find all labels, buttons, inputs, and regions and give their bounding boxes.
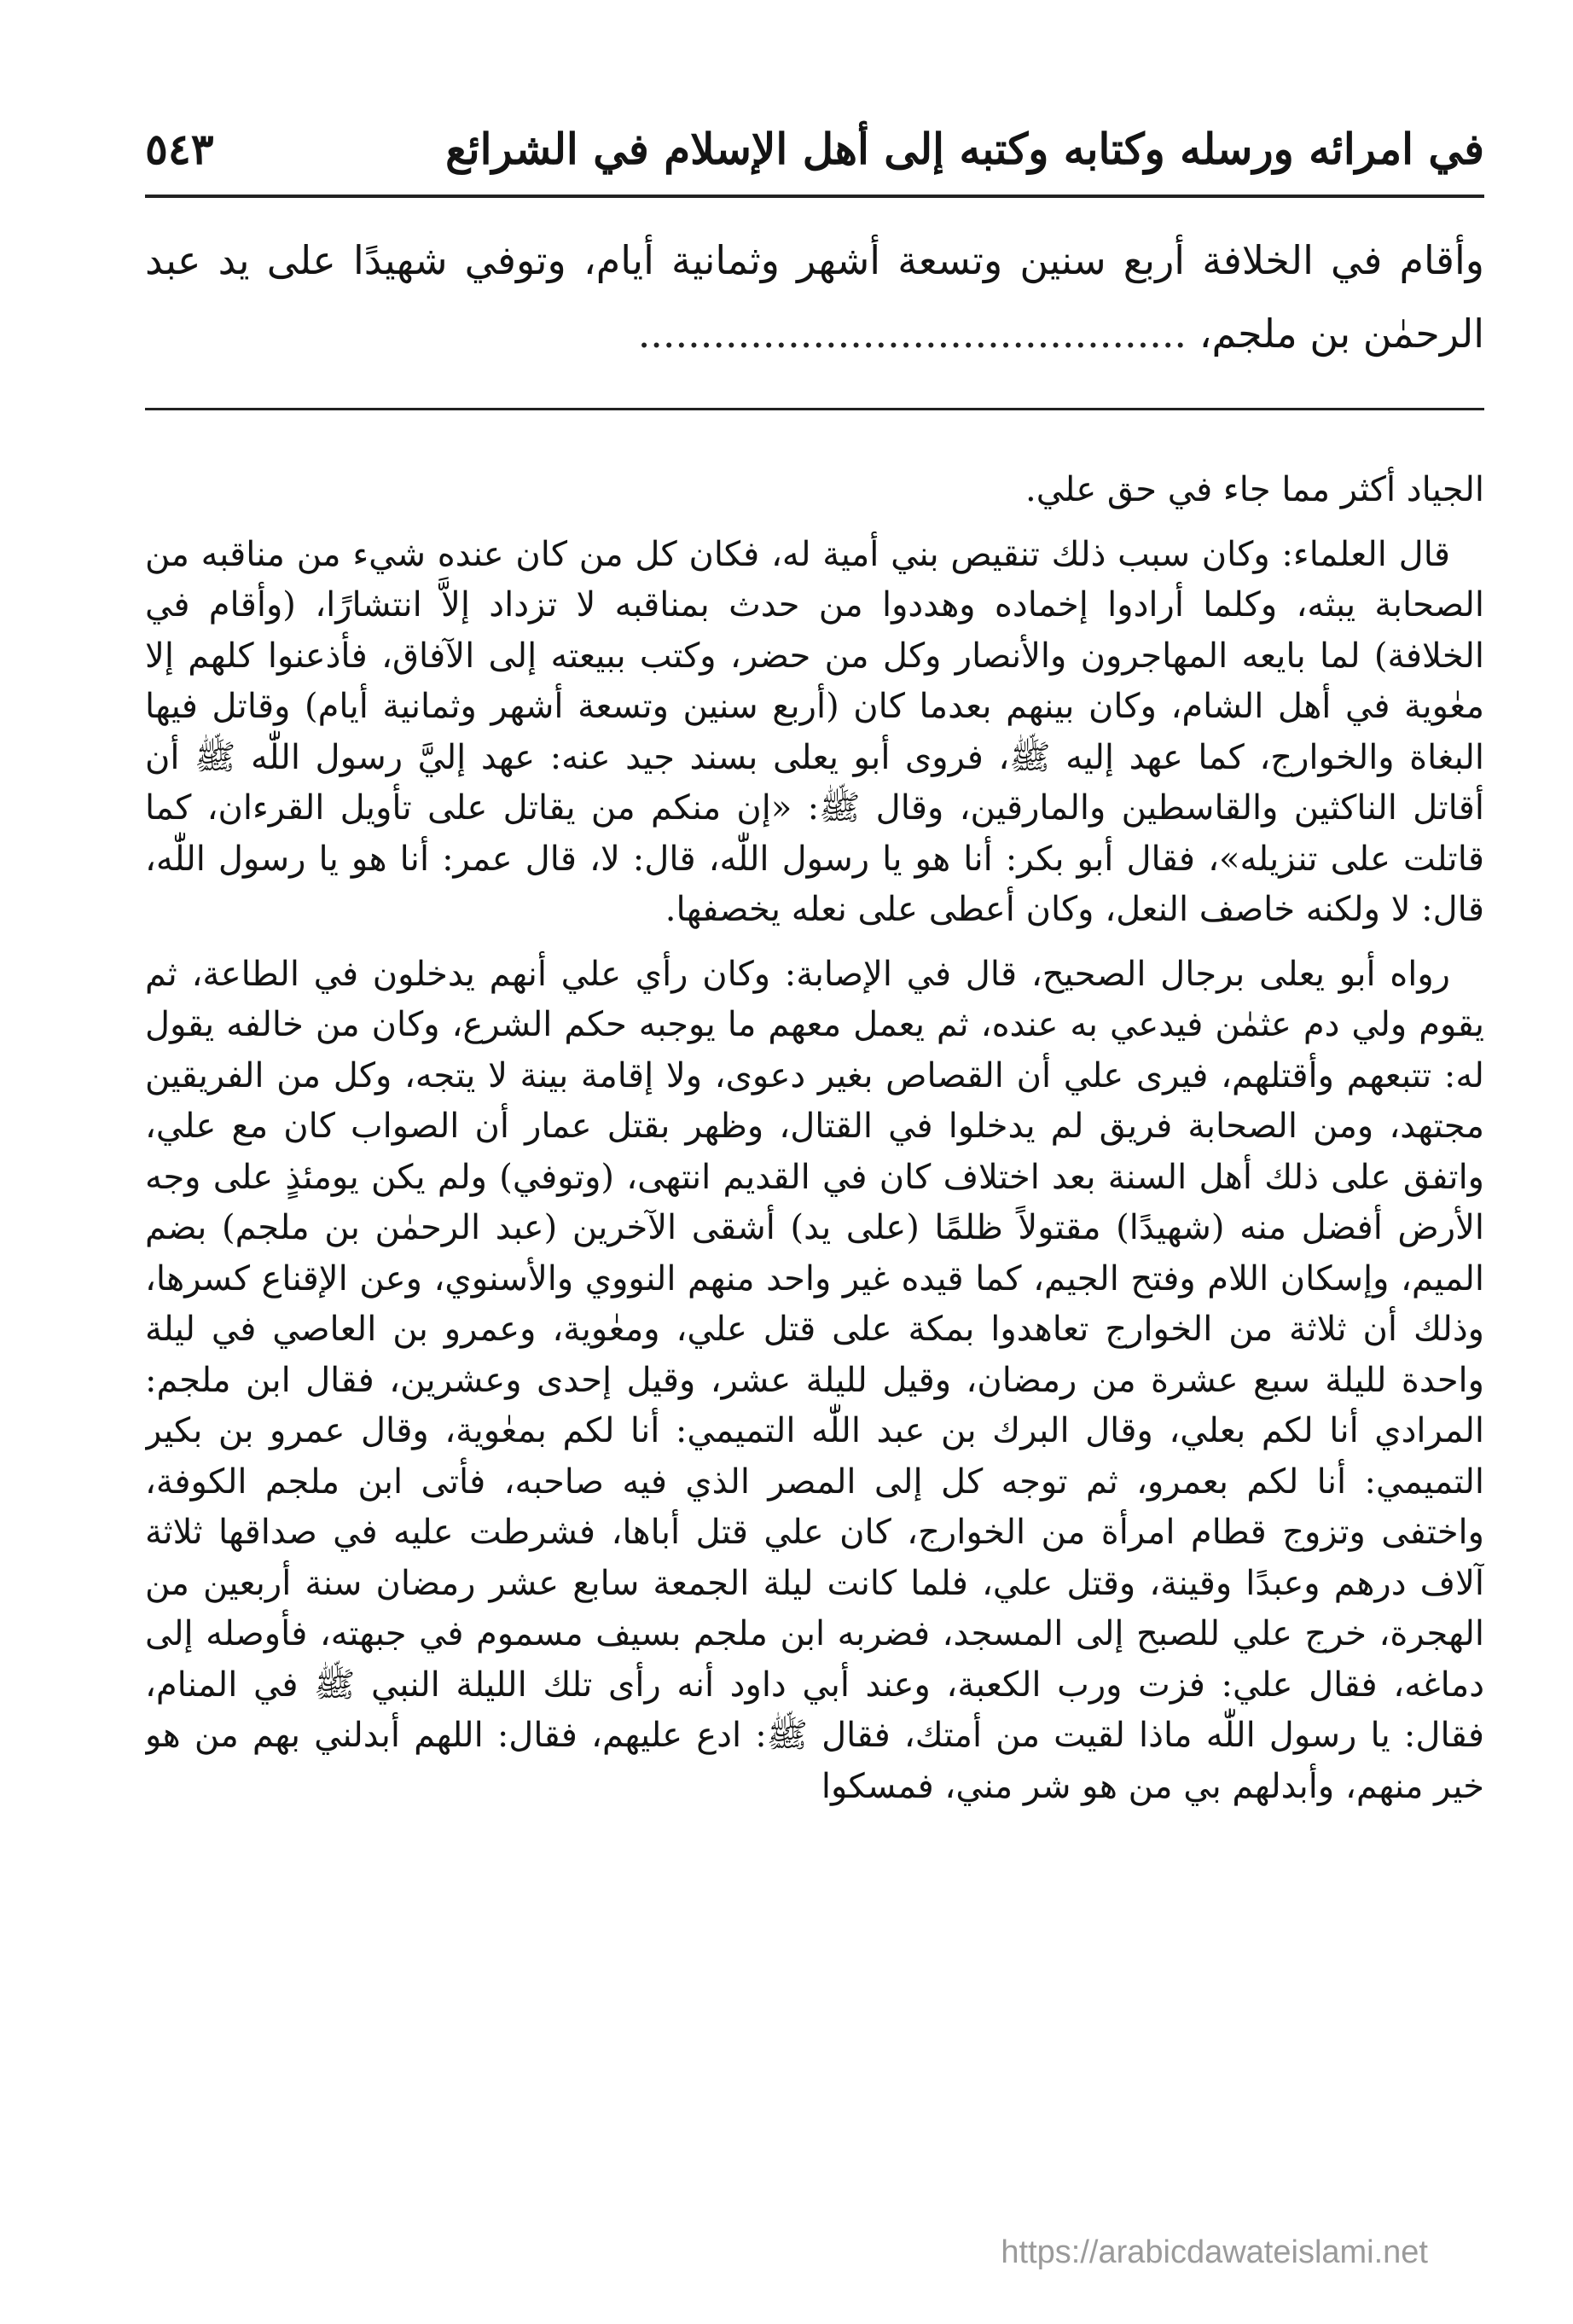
header-divider [145,195,1484,198]
matn-divider [145,408,1484,410]
commentary-paragraph: قال العلماء: وكان سبب ذلك تنقيص بني أمية له، فكان كل من كان عنده شيء من مناقبه من الصحابة يبثه، وكلما أرادوا إخماده وهددوا من حدث بمناقبه لا تزداد إلاَّ انتشارًا، (وأقام في الخلافة) لما بايعه المهاجرون والأنصار وكل من حضر، وكتب ببيعته إلى الآفاق، فأذعنوا كلهم إلا معٰوية في أهل الشام، وكان بينهم بعدما كان (أربع سنين وتسعة أشهر وثمانية أيام) وقاتل فيها البغاة والخوارج، كما عهد إليه ﷺ، فروى أبو يعلى بسند جيد عنه: عهد إليَّ رسول اللّٰه ﷺ أن أقاتل الناكثين والقاسطين والمارقين، وقال ﷺ: «إن منكم من يقاتل على تأويل القرءان، كما قاتلت على تنزيله»، فقال أبو بكر: أنا هو يا رسول اللّٰه، قال: لا، قال عمر: أنا هو يا رسول اللّٰه، قال: لا ولكنه خاصف النعل، وكان أعطى على نعله يخصفها. [145,534,1484,929]
watermark-url: https://arabicdawateislami.net [1001,2234,1428,2270]
matn-text: وأقام في الخلافة أربع سنين وتسعة أشهر وثمانية أيام، وتوفي شهيدًا على يد عبد الرحمٰن بن ملجم، [145,237,1484,357]
matn-text-block [145,224,1484,370]
commentary-paragraph: رواه أبو يعلى برجال الصحيح، قال في الإصابة: وكان رأي علي أنهم يدخلون في الطاعة، ثم يقوم ولي دم عثمٰن فيدعي به عنده، ثم يعمل معهم ما يوجبه حكم الشرع، وكان من خالفه يقول له: تتبعهم وأقتلهم، فيرى علي أن القصاص بغير دعوى، ولا إقامة بينة لا يتجه، وكل من الفريقين مجتهد، ومن الصحابة فريق لم يدخلوا في القتال، وظهر بقتل عمار أن الصواب كان مع علي، واتفق على ذلك أهل السنة بعد اختلاف كان في القديم انتهى، (وتوفي) ولم يكن يومئذٍ على وجه الأرض أفضل منه (شهيدًا) مقتولاً ظلمًا (على يد) أشقى الآخرين (عبد الرحمٰن بن ملجم) بضم الميم، وإسكان اللام وفتح الجيم، كما قيده غير واحد منهم النووي والأسنوي، وعن الإقناع كسرها، وذلك أن ثلاثة من الخوارج تعاهدوا بمكة على قتل علي، ومعٰوية، وعمرو بن العاصي في ليلة واحدة لليلة سبع عشرة من رمضان، وقيل لليلة عشر، وقيل إحدى وعشرين، فقال ابن ملجم: المرادي أنا لكم بعلي، وقال البرك بن عبد اللّٰه التميمي: أنا لكم بمعٰوية، وقال عمرو بن بكير التميمي: أنا لكم بعمرو، ثم توجه كل إلى المصر الذي فيه صاحبه، فأتى ابن ملجم الكوفة، واختفى وتزوج قطام امرأة من الخوارج، كان علي قتل أباها، فشرطت عليه في صداقها ثلاثة آلاف درهم وعبدًا وقينة، وقتل علي، فلما كانت ليلة الجمعة سابع عشر رمضان سنة أربعين من الهجرة، خرج علي للصبح إلى المسجد، فضربه ابن ملجم بسيف مسموم في جبهته، فأوصله إلى دماغه، فقال علي: فزت ورب الكعبة، وعند أبي داود أنه رأى تلك الليلة النبي ﷺ في المنام، فقال: يا رسول اللّٰه ماذا لقيت من أمتك، فقال ﷺ: ادع عليهم، فقال: اللهم أبدلني بهم من هو خير منهم، وأبدلهم بي من هو شر مني، فمسكوا [145,954,1484,1806]
matn-dots: ............................................ [637,311,1187,357]
page-number: ٥٤٣ [145,124,214,174]
commentary-paragraph: الجياد أكثر مما جاء في حق علي. [1025,470,1484,509]
commentary-block [145,465,1484,2240]
header-title: في امرائه ورسله وكتابه وكتبه إلى أهل الإسلام في الشرائع [445,124,1484,174]
running-header [145,119,1484,188]
